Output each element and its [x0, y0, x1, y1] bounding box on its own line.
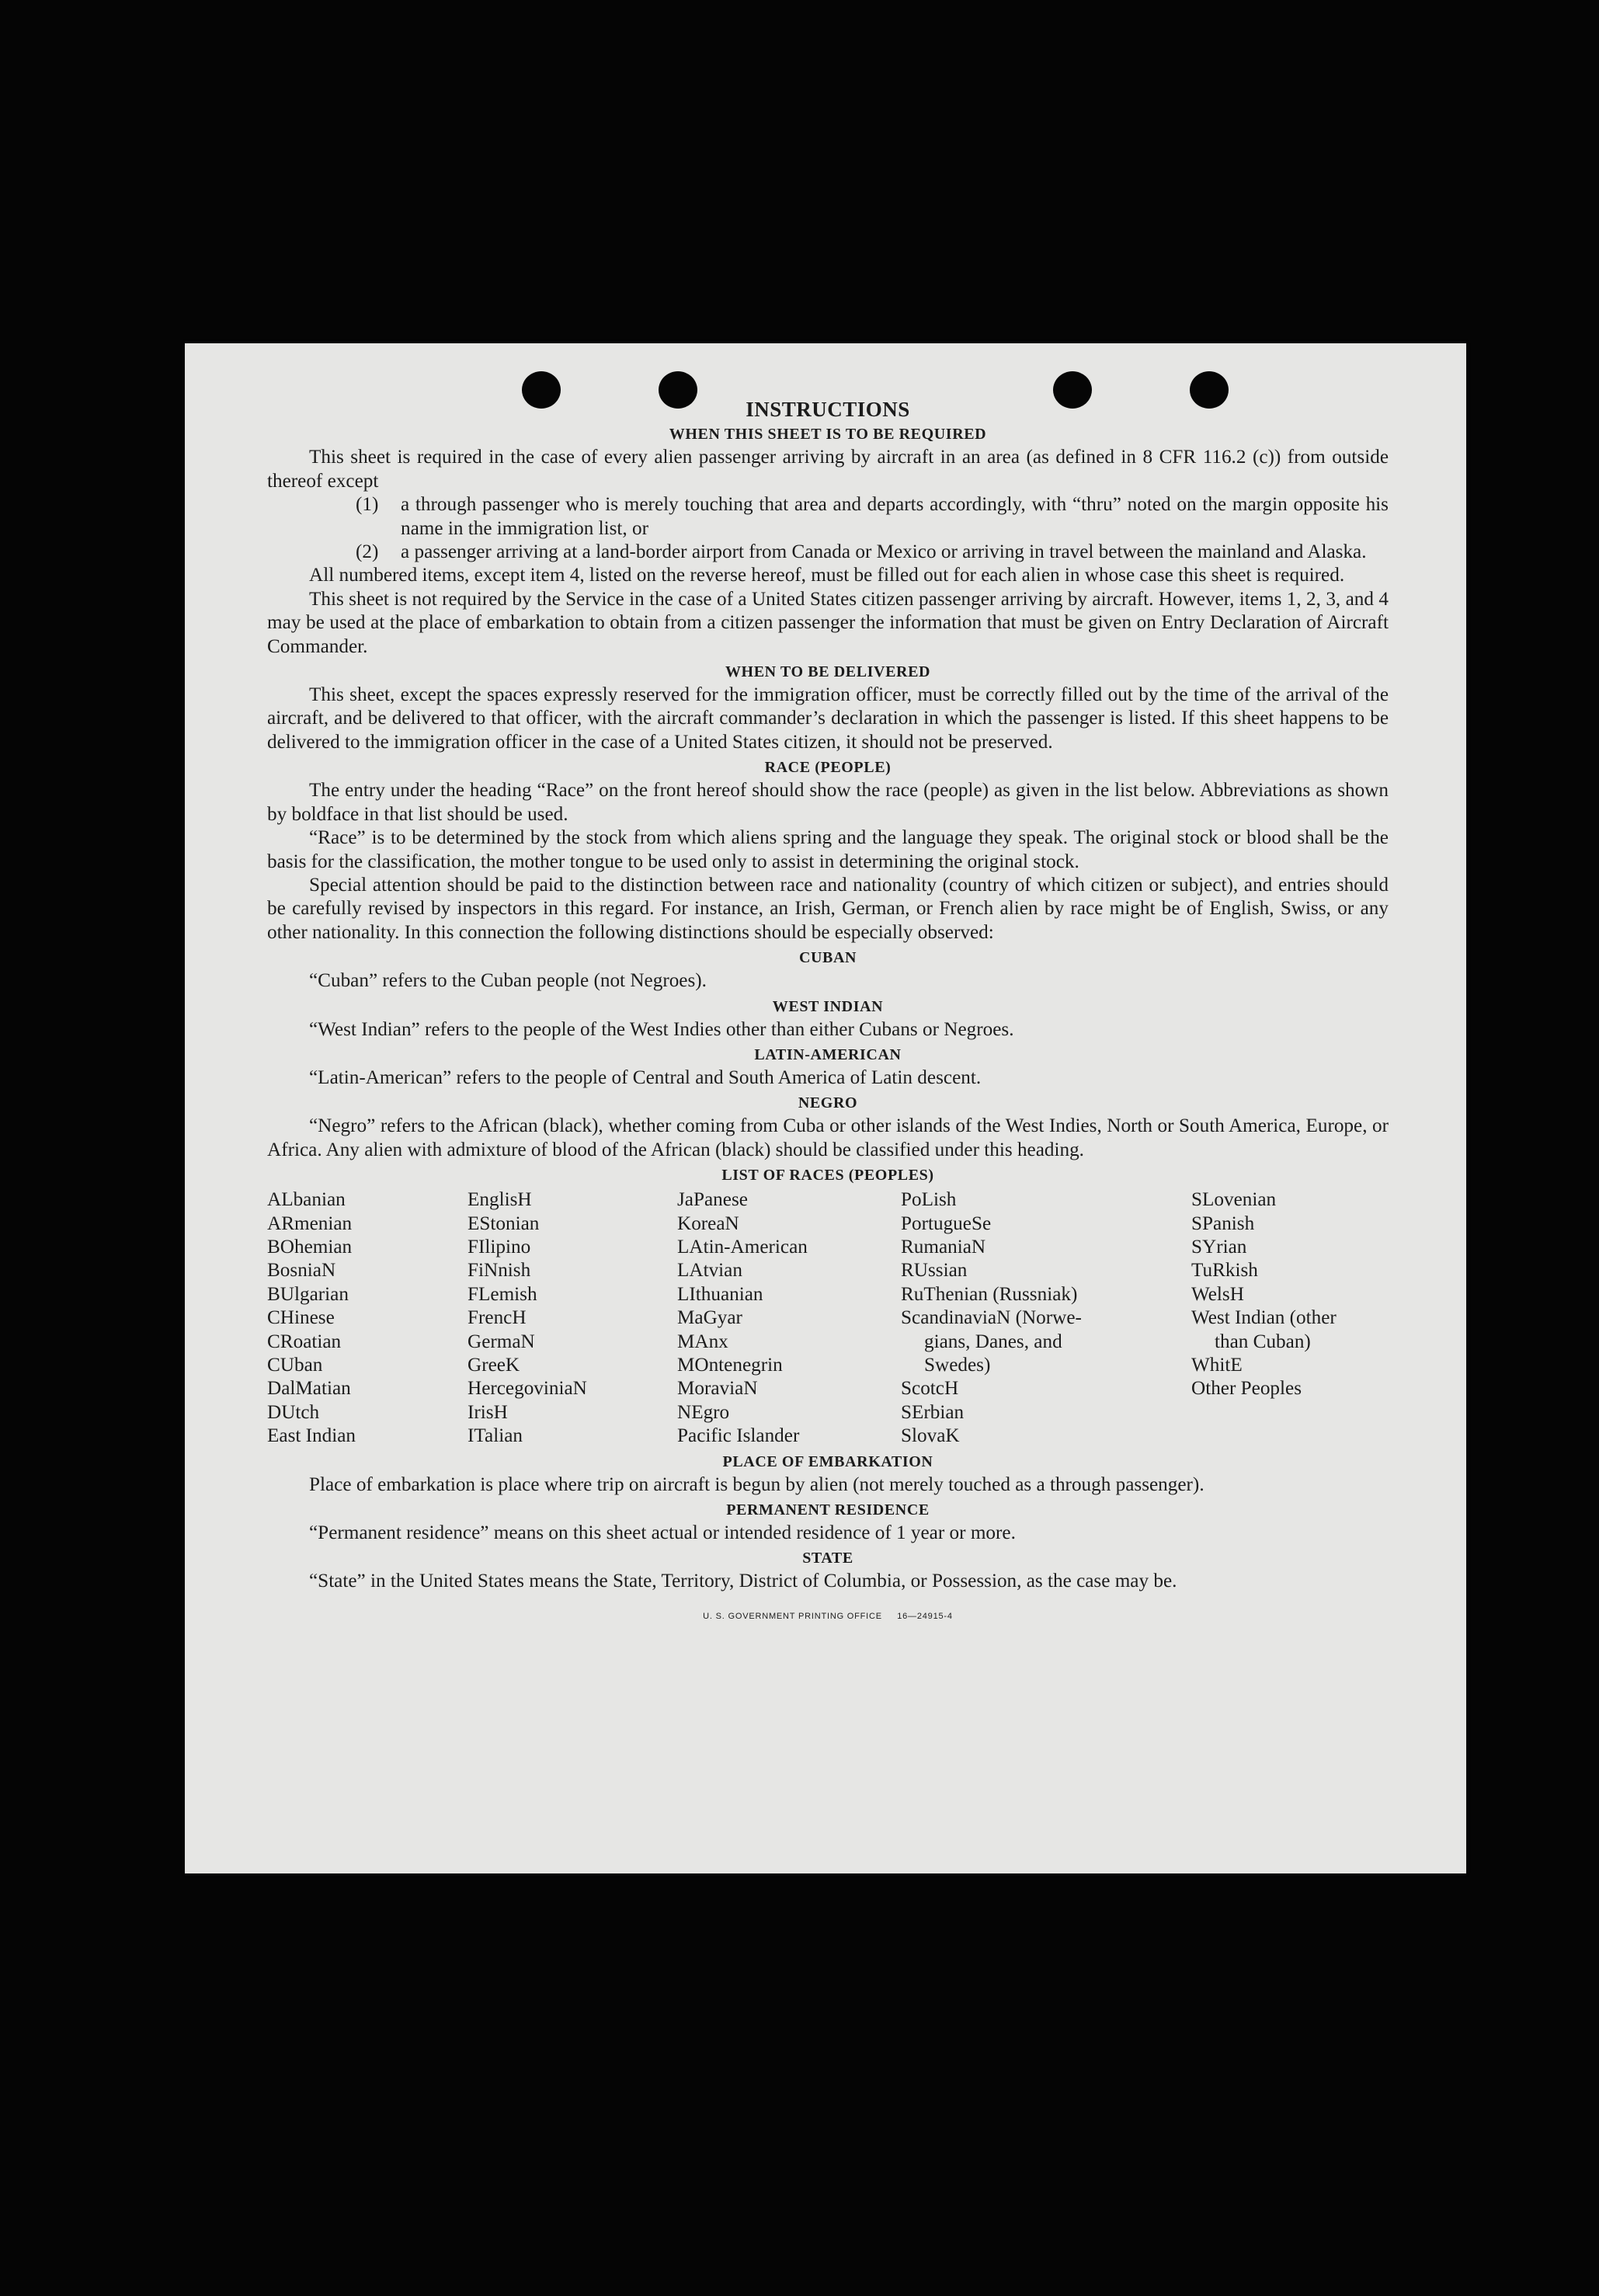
- paragraph: The entry under the heading “Race” on the front hereof should show the race (people) as given in the list below. Abbreviations as shown by boldface in that list should be used.: [267, 780, 1389, 825]
- race-entry: LAtvian: [677, 1260, 742, 1282]
- race-entry: FiNnish: [468, 1260, 531, 1282]
- race-entry: West Indian (other: [1191, 1307, 1337, 1329]
- paragraph: “Race” is to be determined by the stock from which aliens spring and the language they speak. The original stock or blood shall be the basis for the classification, the mother tongue to be used only to assist in determining the original stock.: [267, 827, 1389, 872]
- race-entry: ScotcH: [901, 1378, 959, 1400]
- race-entry: SPanish: [1191, 1212, 1255, 1234]
- race-entry: FIlipino: [468, 1236, 531, 1258]
- race-entry: SLovenian: [1191, 1189, 1277, 1211]
- race-entry: RuThenian (Russniak): [901, 1283, 1078, 1305]
- section-heading-embarkation: PLACE OF EMBARKATION: [722, 1452, 933, 1470]
- race-entry: MOntenegrin: [677, 1355, 783, 1376]
- printer-imprint: [267, 1605, 1389, 1628]
- race-entry: KoreaN: [677, 1212, 739, 1234]
- races-column: [901, 1188, 1191, 1448]
- race-entry: SErbian: [901, 1401, 965, 1423]
- race-entry: PoLish: [901, 1189, 957, 1211]
- race-entry: East Indian: [267, 1425, 356, 1447]
- race-entry: EStonian: [468, 1212, 540, 1234]
- race-entry: DUtch: [267, 1401, 320, 1423]
- paragraph: “State” in the United States means the State, Territory, District of Columbia, or Possession, as the case may be.: [309, 1571, 1177, 1592]
- race-entry: LAtin-American: [677, 1236, 808, 1258]
- race-entry: DalMatian: [267, 1378, 351, 1400]
- paragraph: This sheet is not required by the Service in the case of a United States citizen passenger arriving by aircraft. However, items 1, 2, 3, and 4 may be used at the place of embarkation to obtain from a citizen passenger the information that must be given on Entry Declaration of Aircraft Commander.: [267, 588, 1389, 657]
- paragraph: All numbered items, except item 4, listed on the reverse hereof, must be filled out for each alien in whose case this sheet is required.: [309, 565, 1345, 586]
- section-heading-state: STATE: [802, 1550, 853, 1567]
- race-entry: ITalian: [468, 1425, 523, 1447]
- race-entry: PortugueSe: [901, 1212, 992, 1234]
- document-page: [185, 343, 1466, 1873]
- races-table: [267, 1188, 1389, 1448]
- paragraph: Place of embarkation is place where trip on aircraft is begun by alien (not merely touched as a through passenger).: [309, 1473, 1204, 1495]
- races-column: [677, 1188, 901, 1448]
- race-entry: Swedes): [924, 1355, 991, 1376]
- race-entry: than Cuban): [1215, 1331, 1311, 1352]
- race-entry: IrisH: [468, 1401, 508, 1423]
- race-entry: ScandinaviaN (Norwe-: [901, 1307, 1082, 1329]
- paragraph: “Cuban” refers to the Cuban people (not Negroes).: [309, 970, 707, 992]
- race-entry: BOhemian: [267, 1236, 353, 1258]
- race-entry: SlovaK: [901, 1425, 960, 1447]
- race-entry: CRoatian: [267, 1331, 342, 1352]
- list-item: (2) a passenger arriving at a land-border airport from Canada or Mexico or arriving in travel between the mainland and Alaska.: [356, 541, 1367, 563]
- race-entry: MaGyar: [677, 1307, 742, 1329]
- race-entry: CUban: [267, 1355, 323, 1376]
- race-entry: HercegoviniaN: [468, 1378, 587, 1400]
- printer-name: U. S. GOVERNMENT PRINTING OFFICE: [703, 1611, 882, 1621]
- instructions-body: [267, 398, 1389, 1628]
- race-entry: EnglisH: [468, 1189, 532, 1211]
- race-entry: WelsH: [1191, 1283, 1244, 1305]
- races-column: [1191, 1188, 1389, 1448]
- race-entry: NEgro: [677, 1401, 730, 1423]
- race-entry: RumaniaN: [901, 1236, 986, 1258]
- section-heading-delivered: WHEN TO BE DELIVERED: [725, 663, 931, 681]
- races-column: [267, 1188, 468, 1448]
- race-entry: RUssian: [901, 1260, 968, 1282]
- races-column: [468, 1188, 677, 1448]
- race-entry: BUlgarian: [267, 1283, 349, 1305]
- section-heading-race: RACE (PEOPLE): [764, 759, 892, 777]
- race-entry: CHinese: [267, 1307, 335, 1329]
- form-number: 16—24915-4: [897, 1611, 953, 1621]
- paragraph: This sheet is required in the case of every alien passenger arriving by aircraft in an area (as defined in 8 CFR 116.2 (c)) from outside thereof except: [267, 447, 1389, 492]
- paragraph: This sheet, except the spaces expressly reserved for the immigration officer, must be correctly filled out by the time of the arrival of the aircraft, and be delivered to that officer, with the aircraft commander’s declaration in which the passenger is listed. If this sheet happens to be delivered to the immigration officer in the case of a United States citizen, it should not be preserved.: [267, 684, 1389, 753]
- section-heading-residence: PERMANENT RESIDENCE: [726, 1501, 930, 1519]
- race-entry: GreeK: [468, 1355, 520, 1376]
- section-heading-cuban: CUBAN: [798, 949, 857, 967]
- race-entry: ALbanian: [267, 1189, 346, 1211]
- race-entry: WhitE: [1191, 1355, 1243, 1376]
- race-entry: LIthuanian: [677, 1283, 763, 1305]
- race-entry: BosniaN: [267, 1260, 336, 1282]
- section-heading-negro: NEGRO: [798, 1094, 858, 1112]
- paragraph: Special attention should be paid to the distinction between race and nationality (country of which citizen or subject), and entries should be carefully revised by inspectors in this regard. For instance, an Irish, German, or French alien by race might be of English, Swiss, or any other nationality. In this connection the following distinctions should be especially observed:: [267, 874, 1389, 943]
- race-entry: GermaN: [468, 1331, 535, 1352]
- race-entry: FLemish: [468, 1283, 537, 1305]
- race-entry: ARmenian: [267, 1212, 353, 1234]
- race-entry: MoraviaN: [677, 1378, 758, 1400]
- list-item: (1) a through passenger who is merely touching that area and departs accordingly, with “thru” noted on the margin opposite his name in the immigration list, or: [356, 494, 1389, 539]
- race-entry: Other Peoples: [1191, 1378, 1302, 1400]
- race-entry: SYrian: [1191, 1236, 1247, 1258]
- section-heading-west-indian: WEST INDIAN: [772, 997, 884, 1015]
- paragraph: “Permanent residence” means on this sheet actual or intended residence of 1 year or more.: [309, 1522, 1016, 1544]
- section-heading-required: WHEN THIS SHEET IS TO BE REQUIRED: [669, 426, 987, 444]
- race-entry: FrencH: [468, 1307, 527, 1329]
- race-entry: Pacific Islander: [677, 1425, 800, 1447]
- race-entry: gians, Danes, and: [924, 1331, 1062, 1352]
- page-title: INSTRUCTIONS: [746, 398, 910, 421]
- paragraph: “West Indian” refers to the people of the West Indies other than either Cubans or Negroes.: [309, 1018, 1014, 1040]
- section-heading-latin-american: LATIN-AMERICAN: [754, 1045, 902, 1063]
- race-entry: TuRkish: [1191, 1260, 1258, 1282]
- paragraph: “Negro” refers to the African (black), whether coming from Cuba or other islands of the West Indies, North or South America, Europe, or Africa. Any alien with admixture of blood of the African (black) should be classified under this heading.: [267, 1115, 1389, 1160]
- section-heading-list-of-races: LIST OF RACES (PEOPLES): [721, 1167, 934, 1185]
- race-entry: JaPanese: [677, 1189, 748, 1211]
- race-entry: MAnx: [677, 1331, 728, 1352]
- paragraph: “Latin-American” refers to the people of Central and South America of Latin descent.: [309, 1066, 982, 1088]
